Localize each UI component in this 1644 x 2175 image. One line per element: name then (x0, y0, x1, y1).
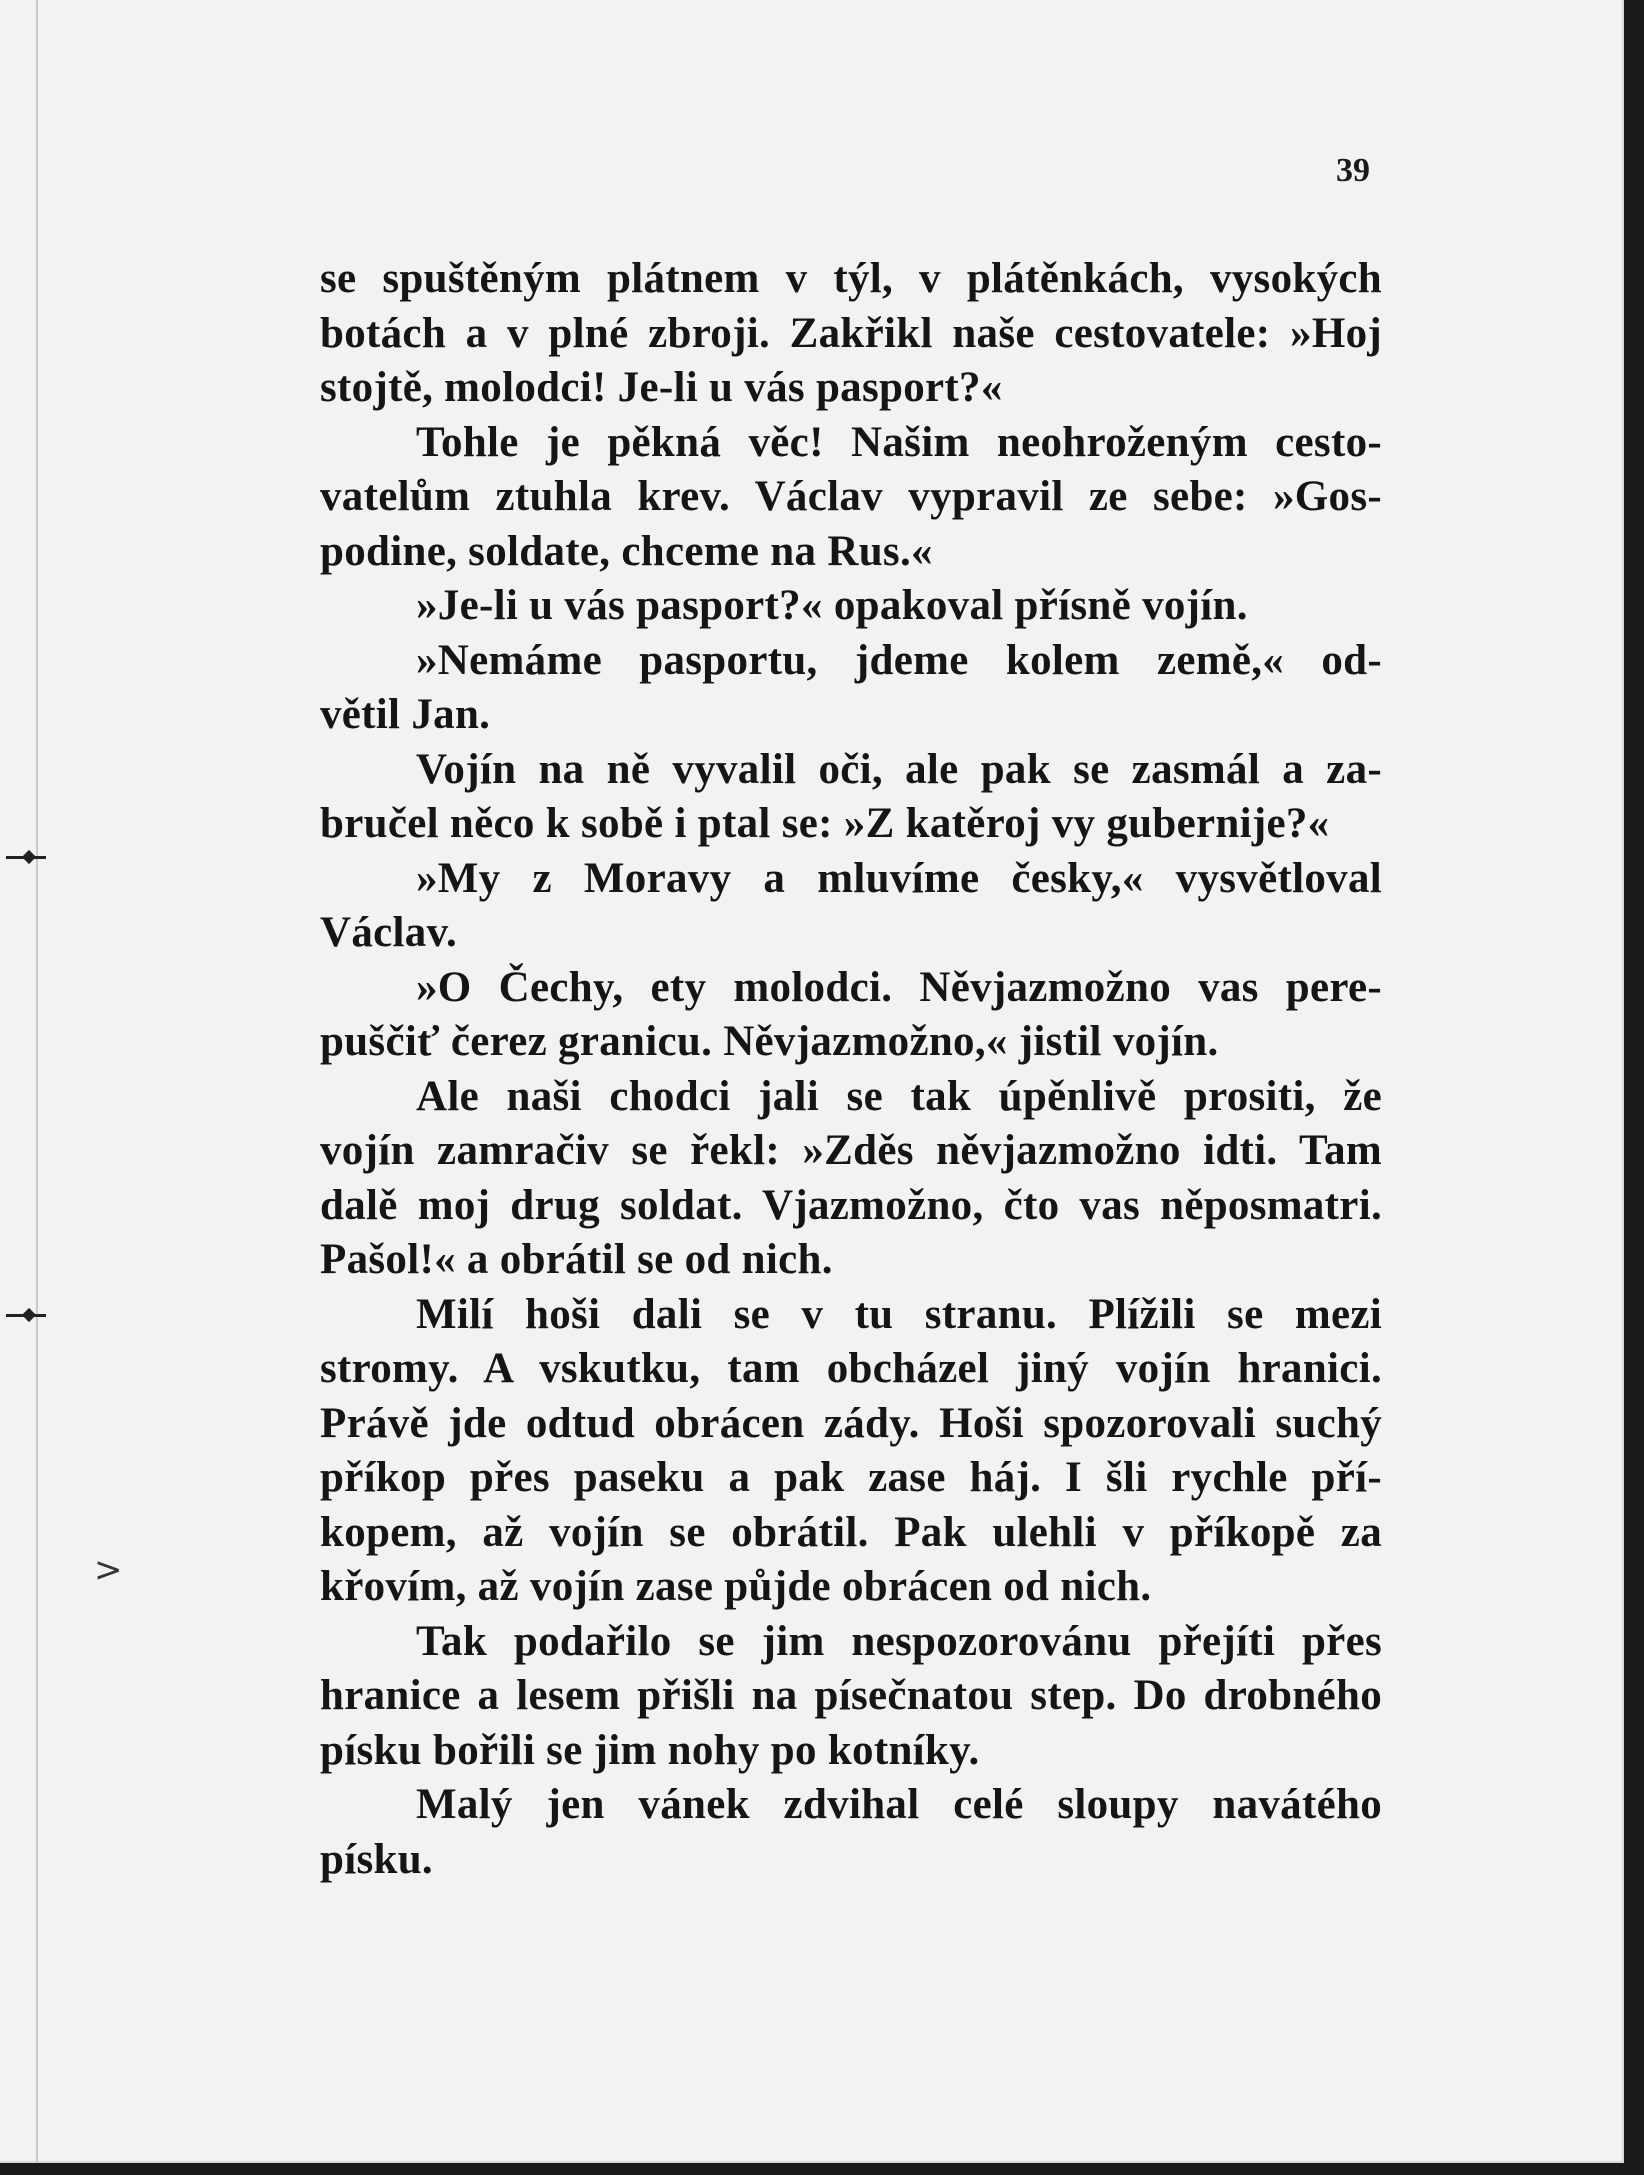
text-line: »My z Moravy a mluvíme česky,« vysvětloval (416, 854, 1382, 902)
text-line: Právě jde odtud obrácen zády. Hoši spozorovali suchý (320, 1399, 1382, 1447)
margin-chevron-mark: > (94, 1550, 123, 1590)
text-line: Milí hoši dali se v tu stranu. Plížili se mezi (416, 1290, 1382, 1338)
text-line: stojtě, molodci! Je-li u vás pasport?« (320, 364, 1003, 411)
margin-pointer-icon (6, 1310, 46, 1320)
text-line: dalě moj drug soldat. Vjazmožno, čto vas něposmatri. (320, 1181, 1382, 1229)
text-line: Ale naši chodci jali se tak úpěnlivě prositi, že (416, 1072, 1382, 1120)
margin-pointer-icon (6, 852, 46, 862)
text-line: botách a v plné zbroji. Zakřikl naše cestovatele: »Hoj (320, 309, 1382, 357)
text-line: Pašol!« a obrátil se od nich. (320, 1236, 833, 1283)
text-line: vojín zamračiv se řekl: »Zděs něvjazmožno idti. Tam (320, 1127, 1382, 1174)
text-line: písku bořili se jim nohy po kotníky. (320, 1726, 980, 1774)
text-line: kopem, až vojín se obrátil. Pak ulehli v příkopě za (320, 1508, 1382, 1556)
text-line: stromy. A vskutku, tam obcházel jiný vojín hranici. (320, 1345, 1382, 1392)
text-line: puščiť čerez granicu. Něvjazmožno,« jistil vojín. (320, 1018, 1219, 1065)
text-line: větil Jan. (320, 691, 491, 738)
text-line: »O Čechy, ety molodci. Něvjazmožno vas pere- (416, 963, 1382, 1011)
text-line: »Nemáme pasportu, jdeme kolem země,« od- (416, 636, 1382, 684)
text-line: hranice a lesem přišli na písečnatou step. Do drobného (320, 1672, 1382, 1719)
text-line: Malý jen vánek zdvihal celé sloupy navátého (416, 1781, 1382, 1828)
text-line: se spuštěným plátnem v týl, v plátěnkách, vysokých (320, 255, 1382, 302)
page-number: 39 (1336, 152, 1370, 189)
text-line: Vojín na ně vyvalil oči, ale pak se zasmál a za- (416, 745, 1382, 793)
text-line: bručel něco k sobě i ptal se: »Z katěroj vy gubernije?« (320, 800, 1330, 847)
text-line: Tak podařilo se jim nespozorovánu přejíti přes (416, 1617, 1382, 1665)
text-line: »Je-li u vás pasport?« opakoval přísně vojín. (416, 582, 1248, 629)
text-line: Tohle je pěkná věc! Našim neohroženým cesto- (416, 418, 1382, 466)
text-line: podine, soldate, chceme na Rus.« (320, 527, 933, 575)
body-text (320, 252, 1382, 1887)
text-line: příkop přes paseku a pak zase háj. I šli rychle pří- (320, 1454, 1382, 1501)
text-line: vatelům ztuhla krev. Václav vypravil ze sebe: »Gos- (320, 473, 1382, 520)
text-line: Václav. (320, 909, 458, 956)
text-line: písku. (320, 1835, 433, 1883)
text-line: křovím, až vojín zase půjde obrácen od nich. (320, 1563, 1152, 1610)
page-binding-edge (36, 0, 38, 2163)
